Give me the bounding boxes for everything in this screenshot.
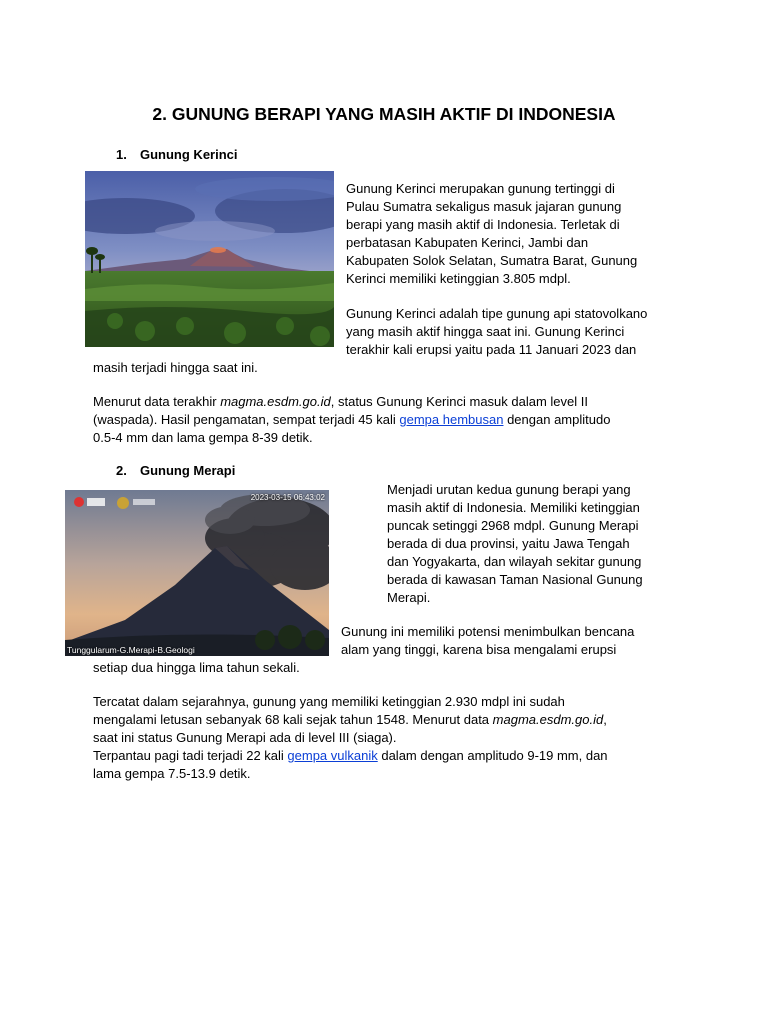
text-line: saat ini status Gunung Merapi ada di level III (siaga). [93,730,397,745]
text: , status Gunung Kerinci masuk dalam level II [330,394,588,409]
gempa-hembusan-link[interactable]: gempa hembusan [399,412,504,427]
text-line: masih aktif di Indonesia. Memiliki ketinggian [387,500,640,515]
page-title: 2. GUNUNG BERAPI YANG MASIH AKTIF DI INDONESIA [152,104,616,124]
kerinci-photo [85,171,334,347]
text-line: masih terjadi hingga saat ini. [93,360,258,375]
text-line: Kerinci memiliki ketinggian 3.805 mdpl. [346,271,571,286]
text-line: dan Yogyakarta, dan wilayah sekitar gunung [387,554,642,569]
text-line: lama gempa 7.5-13.9 detik. [93,766,251,781]
text-line: Gunung Kerinci merupakan gunung tertinggi di [346,181,615,196]
kerinci-paragraph-1 [346,180,637,288]
text-line: Tercatat dalam sejarahnya, gunung yang memiliki ketinggian 2.930 mdpl ini sudah [93,694,565,709]
text-line: 0.5-4 mm dan lama gempa 8-39 detik. [93,430,313,445]
merapi-paragraph-2-wrap [93,659,300,677]
merapi-photo [65,490,329,656]
text: (waspada). Hasil pengamatan, sempat terjadi 45 kali [93,412,400,427]
text-line: Gunung ini memiliki potensi menimbulkan bencana [341,624,635,639]
section-title: Gunung Merapi [140,463,236,478]
source-site: magma.esdm.go.id [220,394,331,409]
section-number: 1. [116,147,127,162]
text: mengalami letusan sebanyak 68 kali sejak tahun 1548. Menurut data [93,712,493,727]
text-line: berada di kawasan Taman Nasional Gunung [387,572,643,587]
text-line [93,747,608,765]
text: dalam dengan amplitudo 9-19 mm, dan [377,748,608,763]
text: dengan amplitudo [503,412,611,427]
text-line [93,411,610,429]
kerinci-paragraph-2 [346,305,647,359]
section-number: 2. [116,463,127,478]
text-line: Gunung Kerinci adalah tipe gunung api statovolkano [346,306,648,321]
text-line: Merapi. [387,590,431,605]
text-line [93,393,610,411]
text-line: yang masih aktif hingga saat ini. Gunung Kerinci [346,324,625,339]
image-timestamp: 2023-03-15 06:43:02 [250,493,325,502]
text-line: alam yang tinggi, karena bisa mengalami erupsi [341,642,617,657]
text: Menurut data terakhir [93,394,221,409]
text-line: Kabupaten Solok Selatan, Sumatra Barat, Gunung [346,253,638,268]
section-heading-kerinci [116,147,238,162]
merapi-paragraph-3 [93,693,608,783]
gempa-vulkanik-link[interactable]: gempa vulkanik [287,748,378,763]
section-title: Gunung Kerinci [140,147,238,162]
text: Terpantau pagi tadi terjadi 22 kali [93,748,288,763]
merapi-paragraph-2 [341,623,634,659]
kerinci-paragraph-3 [93,393,610,447]
text-line: puncak setinggi 2968 mdpl. Gunung Merapi [387,518,639,533]
source-site: magma.esdm.go.id [492,712,604,727]
text-line: perbatasan Kabupaten Kerinci, Jambi dan [346,235,589,250]
text-line: berada di dua provinsi, yaitu Jawa Tengah [387,536,630,551]
text: , [603,712,607,727]
kerinci-paragraph-2-wrap [93,359,258,377]
text-line [93,711,608,729]
merapi-paragraph-1 [387,481,643,607]
text-line: Pulau Sumatra sekaligus masuk jajaran gunung [346,199,622,214]
text-line: terakhir kali erupsi yaitu pada 11 Januari 2023 dan [346,342,637,357]
section-heading-merapi [116,463,235,478]
text-line: berapi yang masih aktif di Indonesia. Terletak di [346,217,620,232]
text-line: Menjadi urutan kedua gunung berapi yang [387,482,631,497]
text-line: setiap dua hingga lima tahun sekali. [93,660,300,675]
image-caption: Tunggularum-G.Merapi-B.Geologi [67,645,195,655]
